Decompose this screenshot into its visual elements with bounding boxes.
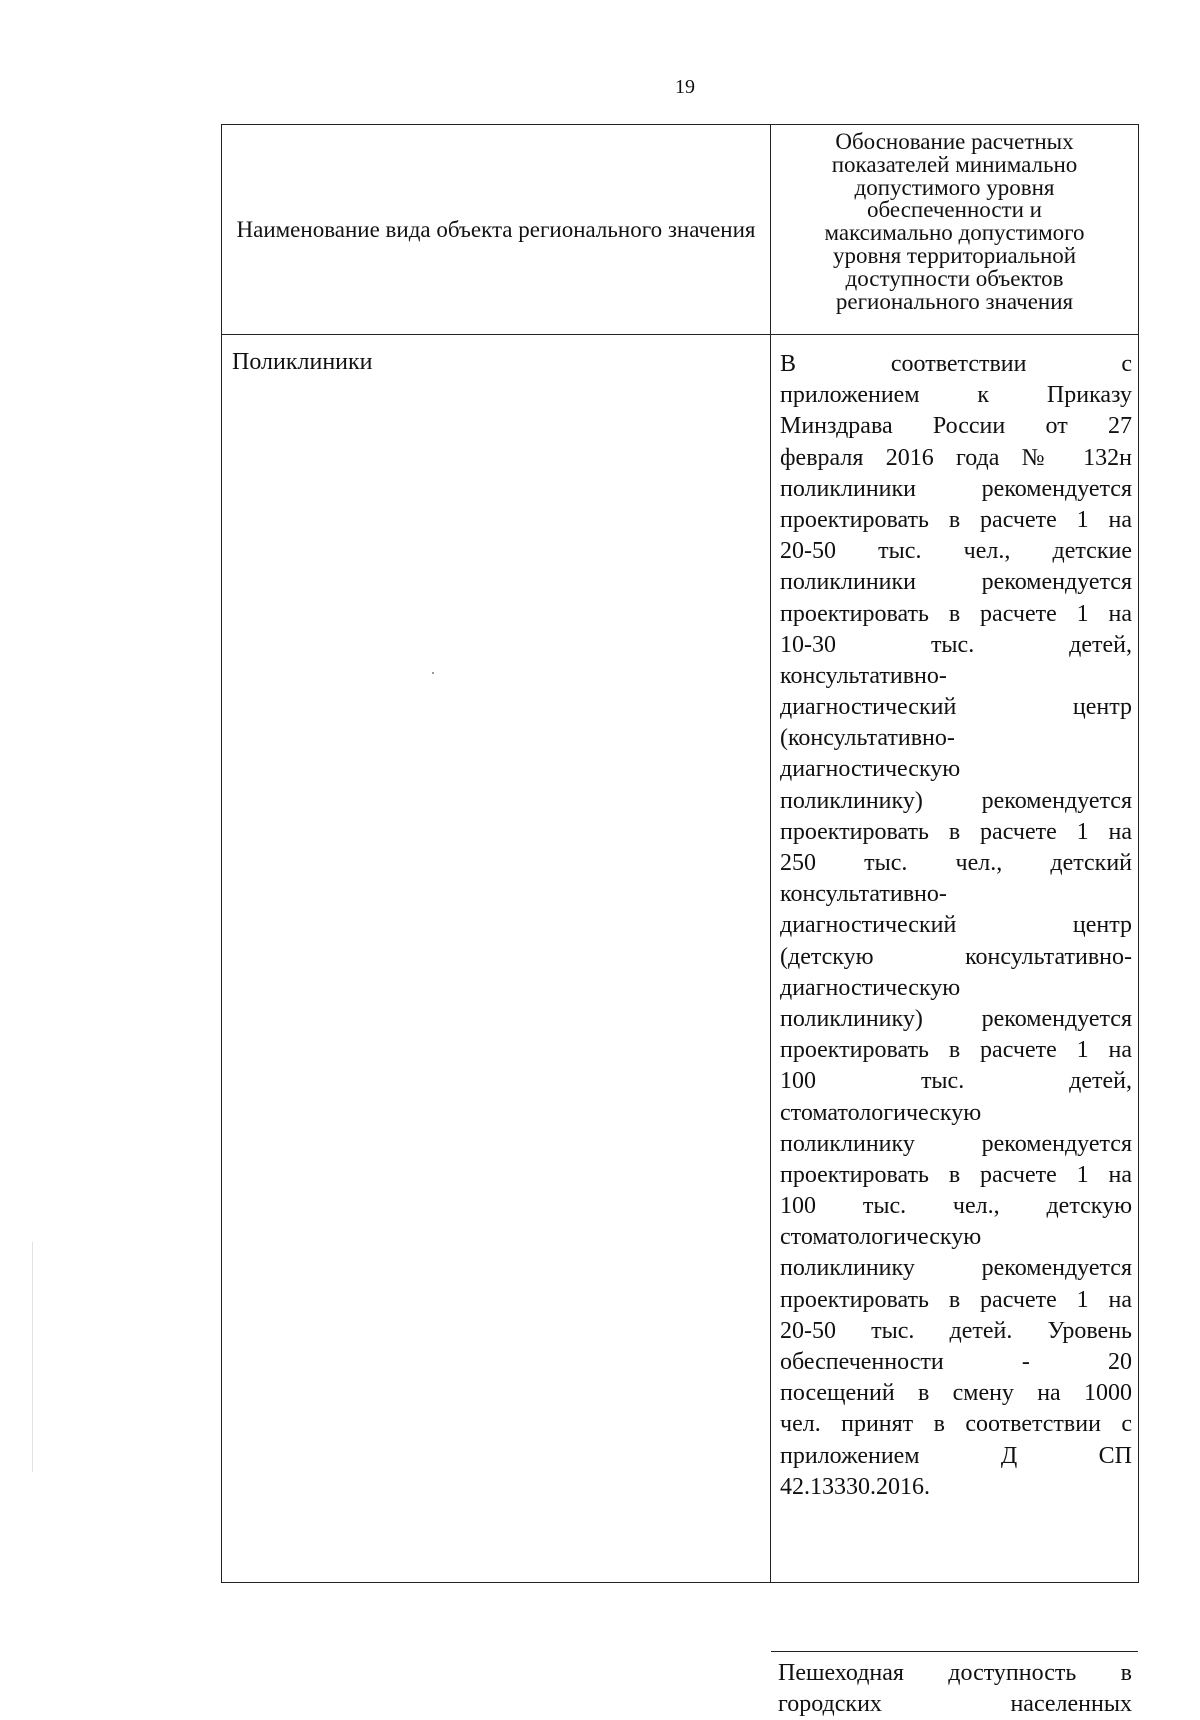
regional-objects-table [221, 124, 1139, 1718]
justification-line: 250 тыс. чел., детский [780, 850, 1132, 876]
justification-line: поликлиники рекомендуется [780, 569, 1132, 596]
page-number: 19 [675, 76, 695, 98]
header-object-type-text: Наименование вида объекта регионального значения [236, 216, 756, 242]
header-divider [222, 334, 1138, 335]
justification-line: поликлиники рекомендуется [780, 475, 1132, 502]
justification-line: (консультативно- [780, 725, 955, 752]
justification-line: приложением Д СП [780, 1442, 1132, 1469]
justification-line: диагностическую [780, 974, 961, 1001]
justification-line: 20-50 тыс. детей. Уровень [780, 1317, 1132, 1344]
justification-line: проектировать в расчете 1 на [780, 818, 1132, 845]
justification-line: 42.13330.2016. [780, 1473, 930, 1500]
justification-line: февраля 2016 года № 132н [780, 444, 1132, 471]
justification-line: (детскую консультативно- [780, 943, 1132, 970]
justification-line: диагностический центр [780, 912, 1132, 939]
header-justification-line: обеспеченности и [867, 197, 1042, 223]
header-object-type [222, 125, 770, 334]
justification-line: стоматологическую [780, 1224, 982, 1251]
justification-line: проектировать в расчете 1 на [780, 1286, 1132, 1313]
header-justification-line: доступности объектов [845, 265, 1064, 291]
justification-line: проектировать в расчете 1 на [780, 600, 1132, 627]
justification-line: консультативно- [780, 662, 947, 689]
header-justification-line: допустимого уровня [854, 174, 1055, 200]
justification-line: поликлинику) рекомендуется [780, 1005, 1132, 1032]
justification-line: 100 тыс. чел., детскую [780, 1193, 1132, 1220]
justification-line: поликлинику рекомендуется [780, 1255, 1132, 1282]
justification-line: 100 тыс. детей, [780, 1068, 1132, 1095]
justification-line: 10-30 тыс. детей, [780, 631, 1132, 658]
justification-line: 20-50 тыс. чел., детские [780, 538, 1132, 565]
justification-line: обеспеченности - 20 [780, 1349, 1132, 1375]
justification-line: посещений в смену на 1000 [780, 1380, 1132, 1407]
header-justification [771, 131, 1138, 313]
justification-line: чел. принят в соответствии с [780, 1411, 1132, 1438]
scan-speck [432, 672, 434, 674]
header-justification-line: регионального значения [835, 288, 1074, 314]
header-justification-line: максимально допустимого [824, 220, 1085, 246]
paragraph-divider [771, 1651, 1138, 1652]
justification-line: диагностическую [780, 756, 961, 783]
header-justification-line: Обоснование расчетных [835, 129, 1074, 154]
scan-edge-mark [32, 1242, 33, 1472]
justification-line: стоматологическую [780, 1099, 982, 1126]
header-justification-line: уровня территориальной [832, 242, 1077, 268]
justification-line: проектировать в расчете 1 на [780, 1037, 1132, 1064]
header-justification-line: показателей минимально [831, 151, 1078, 177]
justification-line: диагностический центр [780, 694, 1132, 721]
justification-line: поликлинику рекомендуется [780, 1130, 1132, 1157]
justification-line: поликлинику) рекомендуется [780, 787, 1132, 814]
object-name-cell: Поликлиники [232, 349, 373, 375]
justification-line: проектировать в расчете 1 на [780, 1161, 1132, 1188]
justification-line: проектировать в расчете 1 на [780, 506, 1132, 533]
justification-line: приложением к Приказу [780, 382, 1132, 409]
justification-line: консультативно- [780, 881, 947, 908]
justification-continuation-cell [771, 1658, 1138, 1720]
justification-line: Минздрава России от 27 [780, 413, 1132, 440]
continuation-line: Пешеходная доступность в [778, 1660, 1132, 1686]
justification-line: В соответствии с [780, 351, 1132, 377]
justification-cell [771, 349, 1138, 1503]
continuation-line: городских населенных [778, 1691, 1132, 1718]
